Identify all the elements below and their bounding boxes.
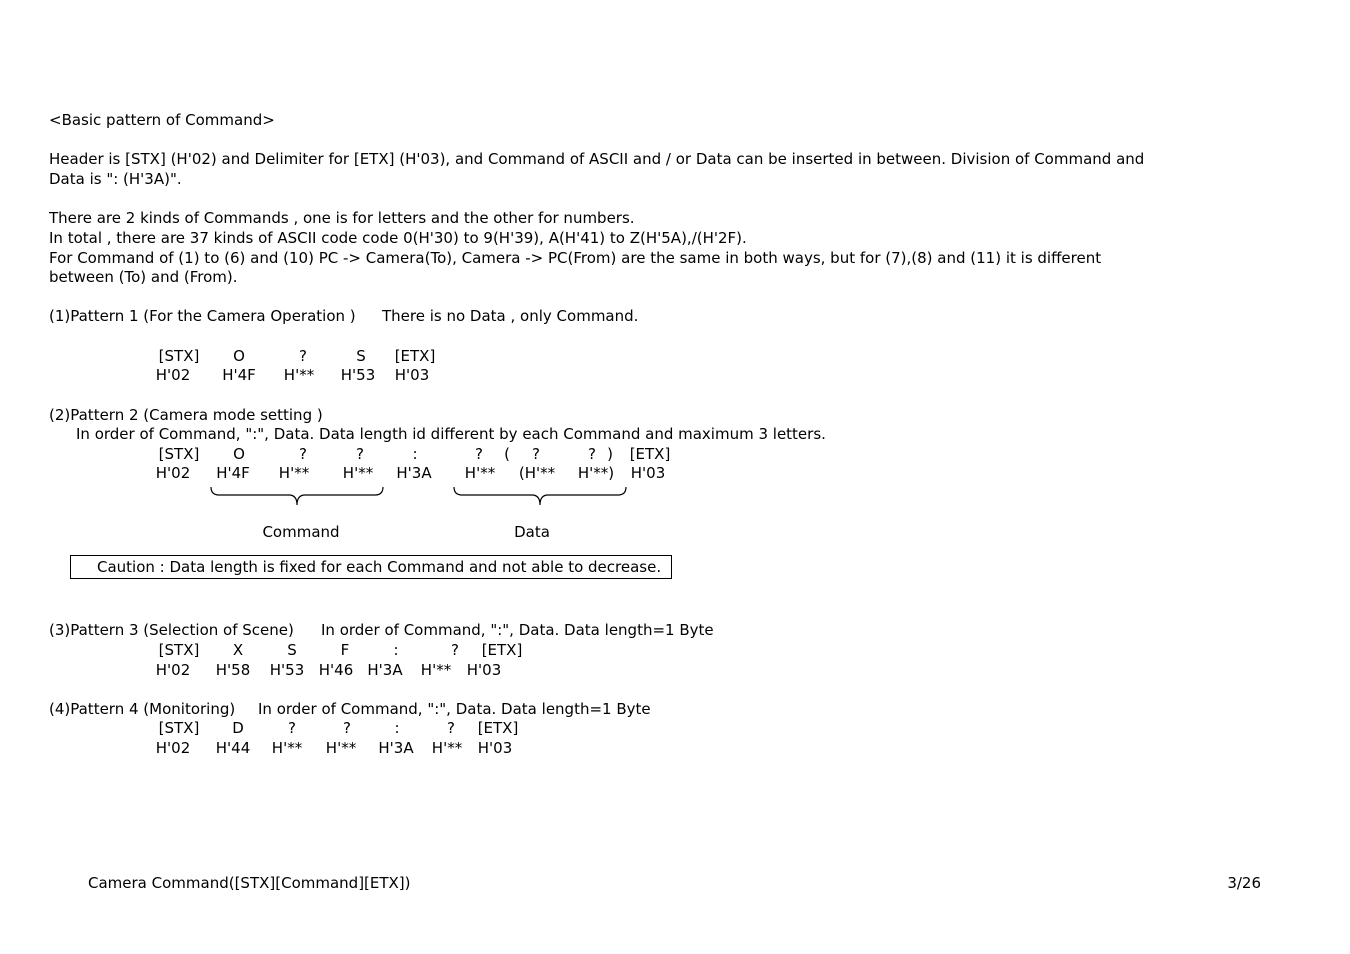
pattern3-description: In order of Command, ":", Data. Data length=1 Byte (321, 621, 714, 639)
p3-symbol-cell: [STX] (158, 641, 200, 659)
pattern4-title: (4)Pattern 4 (Monitoring) (49, 700, 236, 718)
p2-symbol-cell: ? (532, 445, 540, 463)
p3-hex-cell: H'53 (269, 661, 305, 679)
caution-box (70, 555, 672, 579)
command-brace-icon (210, 485, 384, 509)
p3-symbol-cell: X (232, 641, 244, 659)
pattern1-description: There is no Data , only Command. (382, 307, 639, 325)
p3-hex-cell: H'58 (215, 661, 251, 679)
p2-symbol-cell: [STX] (158, 445, 200, 463)
p4-hex-cell: H'3A (378, 739, 414, 757)
p2-hex-cell: H'4F (216, 464, 250, 482)
p1-hex-cell: H'02 (155, 366, 191, 384)
section-heading: <Basic pattern of Command> (49, 111, 275, 129)
kinds-line-1: There are 2 kinds of Commands , one is for letters and the other for numbers. (49, 209, 635, 227)
pattern2-title: (2)Pattern 2 (Camera mode setting ) (49, 406, 323, 424)
p2-hex-cell: H'02 (155, 464, 191, 482)
p2-hex-cell: H'3A (396, 464, 432, 482)
p1-symbol-cell: O (233, 347, 245, 365)
p2-hex-cell: (H'** (518, 464, 556, 482)
p4-hex-cell: H'02 (155, 739, 191, 757)
data-label: Data (514, 523, 550, 541)
p2-symbol-cell: ( (504, 445, 510, 463)
p2-hex-cell: H'** (464, 464, 496, 482)
p2-symbol-cell: ? (475, 445, 483, 463)
p4-symbol-cell: D (232, 719, 244, 737)
p1-symbol-cell: ? (299, 347, 307, 365)
pattern3-title: (3)Pattern 3 (Selection of Scene) (49, 621, 294, 639)
page-number: 3/26 (1227, 874, 1261, 892)
pattern1-title: (1)Pattern 1 (For the Camera Operation ) (49, 307, 356, 325)
pattern2-description: In order of Command, ":", Data. Data length id different by each Command and maximum 3 letters. (76, 425, 826, 443)
p3-hex-cell: H'46 (318, 661, 354, 679)
p2-symbol-cell: ? (299, 445, 307, 463)
p2-symbol-cell: [ETX] (629, 445, 671, 463)
p1-hex-cell: H'53 (340, 366, 376, 384)
p3-symbol-cell: S (287, 641, 297, 659)
p3-symbol-cell: [ETX] (481, 641, 523, 659)
p1-symbol-cell: [ETX] (394, 347, 436, 365)
intro-line-1: Header is [STX] (H'02) and Delimiter for [ETX] (H'03), and Command of ASCII and / or Data can be inserted in between. Division of Command and (49, 150, 1145, 168)
p2-hex-cell: H'**) (577, 464, 615, 482)
p4-symbol-cell: [STX] (158, 719, 200, 737)
kinds-line-3: For Command of (1) to (6) and (10) PC -> Camera(To), Camera -> PC(From) are the same in both ways, but for (7),(8) and (11) it is different (49, 249, 1102, 267)
p3-symbol-cell: : (393, 641, 399, 659)
p3-symbol-cell: ? (451, 641, 459, 659)
p1-hex-cell: H'4F (222, 366, 256, 384)
p2-symbol-cell: : (412, 445, 418, 463)
p1-hex-cell: H'** (283, 366, 315, 384)
kinds-line-4: between (To) and (From). (49, 268, 238, 286)
p1-symbol-cell: S (356, 347, 366, 365)
p4-hex-cell: H'** (325, 739, 357, 757)
p4-symbol-cell: ? (288, 719, 296, 737)
p3-symbol-cell: F (340, 641, 350, 659)
p4-hex-cell: H'44 (215, 739, 251, 757)
intro-line-2: Data is ": (H'3A)". (49, 170, 182, 188)
p3-hex-cell: H'3A (367, 661, 403, 679)
data-brace-icon (453, 485, 627, 509)
p2-symbol-cell: ? (356, 445, 364, 463)
p2-hex-cell: H'03 (630, 464, 666, 482)
pattern4-description: In order of Command, ":", Data. Data length=1 Byte (258, 700, 651, 718)
kinds-line-2: In total , there are 37 kinds of ASCII code code 0(H'30) to 9(H'39), A(H'41) to Z(H'5A),/(H'2F). (49, 229, 747, 247)
p3-hex-cell: H'02 (155, 661, 191, 679)
p4-hex-cell: H'** (431, 739, 463, 757)
caution-text: Caution : Data length is fixed for each Command and not able to decrease. (97, 558, 662, 576)
p4-symbol-cell: [ETX] (477, 719, 519, 737)
p1-symbol-cell: [STX] (158, 347, 200, 365)
p4-symbol-cell: : (394, 719, 400, 737)
p2-hex-cell: H'** (278, 464, 310, 482)
page-footer-title: Camera Command([STX][Command][ETX]) (88, 874, 411, 892)
p3-hex-cell: H'** (420, 661, 452, 679)
p1-hex-cell: H'03 (394, 366, 430, 384)
command-label: Command (262, 523, 340, 541)
p4-symbol-cell: ? (447, 719, 455, 737)
p3-hex-cell: H'03 (466, 661, 502, 679)
p2-symbol-cell: ? (588, 445, 596, 463)
p2-symbol-cell: ) (607, 445, 613, 463)
p2-hex-cell: H'** (342, 464, 374, 482)
p2-symbol-cell: O (233, 445, 245, 463)
p4-symbol-cell: ? (343, 719, 351, 737)
p4-hex-cell: H'03 (477, 739, 513, 757)
p4-hex-cell: H'** (271, 739, 303, 757)
